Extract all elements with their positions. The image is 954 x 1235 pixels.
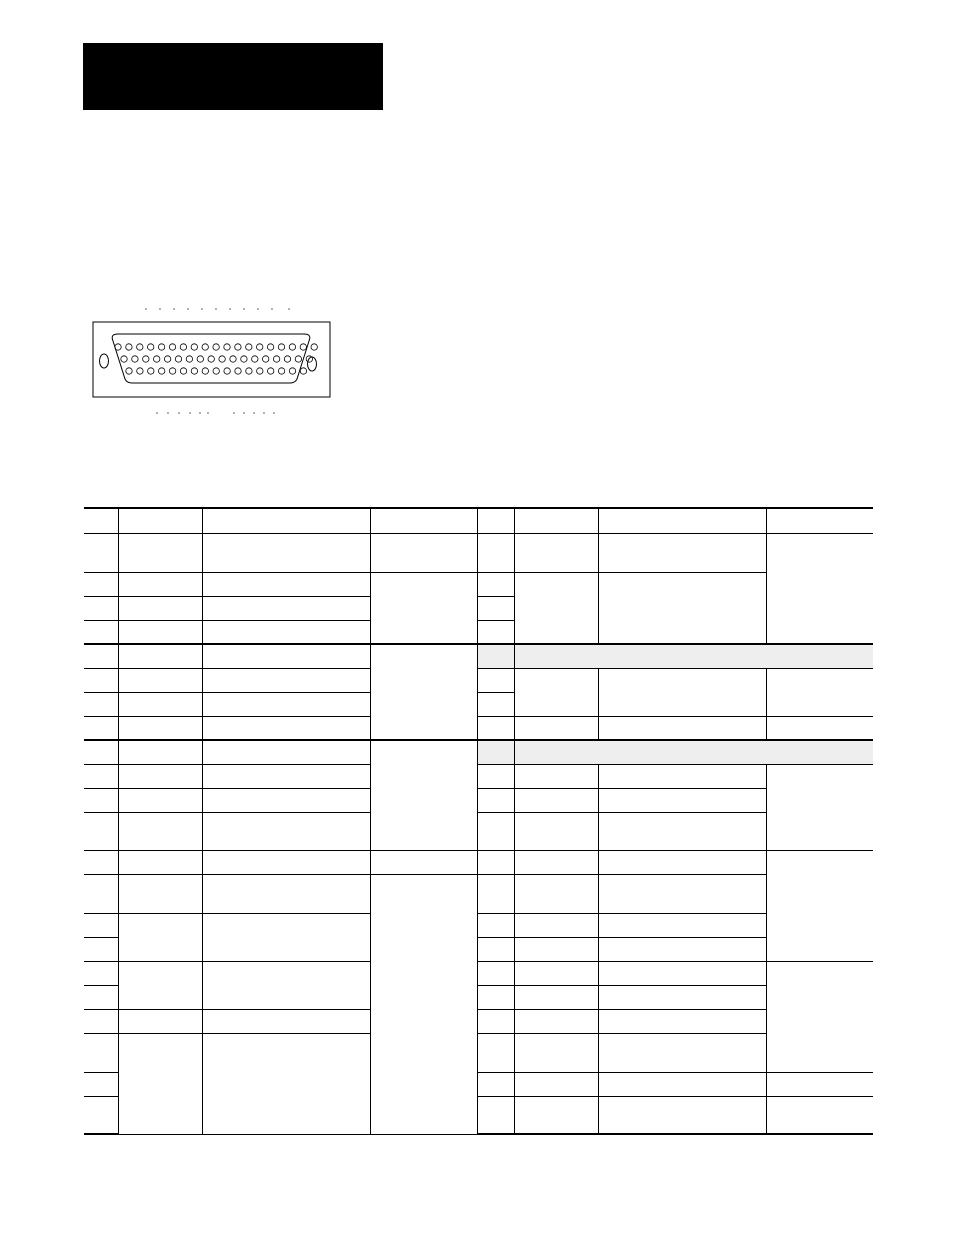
connector-pin <box>148 344 154 350</box>
connector-pin <box>241 356 247 362</box>
connector-shell <box>112 334 310 383</box>
connector-pin <box>257 344 263 350</box>
connector-pin <box>202 344 208 350</box>
connector-pin <box>191 344 197 350</box>
connector-pins <box>115 344 318 374</box>
connector-pin <box>246 344 252 350</box>
connector-pin <box>235 344 241 350</box>
connector-pin <box>230 356 236 362</box>
table-row <box>84 788 873 812</box>
connector-pin <box>191 368 197 374</box>
connector-pin <box>169 344 175 350</box>
connector-pin <box>137 368 143 374</box>
connector-pin <box>263 356 269 362</box>
connector-pin <box>278 344 284 350</box>
connector-pin <box>289 368 295 374</box>
connector-pin <box>115 344 121 350</box>
table-row <box>84 812 873 850</box>
connector-pin <box>159 368 165 374</box>
connector-pin <box>311 344 317 350</box>
connector-pin <box>158 344 164 350</box>
connector-pin <box>289 344 295 350</box>
mounting-hole-left <box>100 354 109 368</box>
connector-pin <box>224 368 230 374</box>
connector-top-ticks <box>145 308 290 310</box>
table-row <box>84 533 873 572</box>
connector-pin <box>121 356 127 362</box>
table-row <box>84 850 873 874</box>
connector-pin <box>213 368 219 374</box>
connector-pin <box>300 344 306 350</box>
connector-pin <box>137 344 143 350</box>
connector-pin <box>175 356 181 362</box>
connector-pin <box>224 344 230 350</box>
connector-pin <box>126 344 132 350</box>
table-row <box>84 874 873 913</box>
connector-pin <box>235 368 241 374</box>
mounting-hole-right <box>308 357 317 371</box>
table-header-row <box>84 508 873 533</box>
connector-pin <box>252 356 258 362</box>
connector-pin <box>246 368 252 374</box>
connector-pin <box>257 368 263 374</box>
connector-pin <box>132 356 138 362</box>
connector-pin <box>169 368 175 374</box>
table-row <box>84 644 873 668</box>
connector-pin <box>284 356 290 362</box>
connector-pin <box>300 368 306 374</box>
table-row <box>84 668 873 692</box>
connector-pin <box>180 368 186 374</box>
table-row <box>84 740 873 764</box>
connector-pin <box>278 368 284 374</box>
connector-outline <box>93 322 330 397</box>
connector-pin <box>126 368 132 374</box>
table-row <box>84 572 873 596</box>
pin-assignment-table <box>84 507 873 1135</box>
connector-pin <box>186 356 192 362</box>
connector-pin <box>268 368 274 374</box>
connector-pin <box>148 368 154 374</box>
connector-pin <box>202 368 208 374</box>
connector-pin <box>267 344 273 350</box>
table-row <box>84 1009 873 1033</box>
connector-diagram <box>0 0 954 460</box>
connector-pin <box>219 356 225 362</box>
connector-pin <box>154 356 160 362</box>
table-row <box>84 913 873 937</box>
connector-pin <box>213 344 219 350</box>
table-row <box>84 1033 873 1072</box>
table-row <box>84 764 873 788</box>
connector-pin <box>143 356 149 362</box>
connector-pin <box>273 356 279 362</box>
connector-pin <box>208 356 214 362</box>
connector-pin <box>164 356 170 362</box>
connector-bottom-ticks <box>156 412 275 414</box>
connector-pin <box>295 356 301 362</box>
table-row <box>84 716 873 740</box>
table-row <box>84 961 873 985</box>
connector-pin <box>180 344 186 350</box>
connector-pin <box>197 356 203 362</box>
